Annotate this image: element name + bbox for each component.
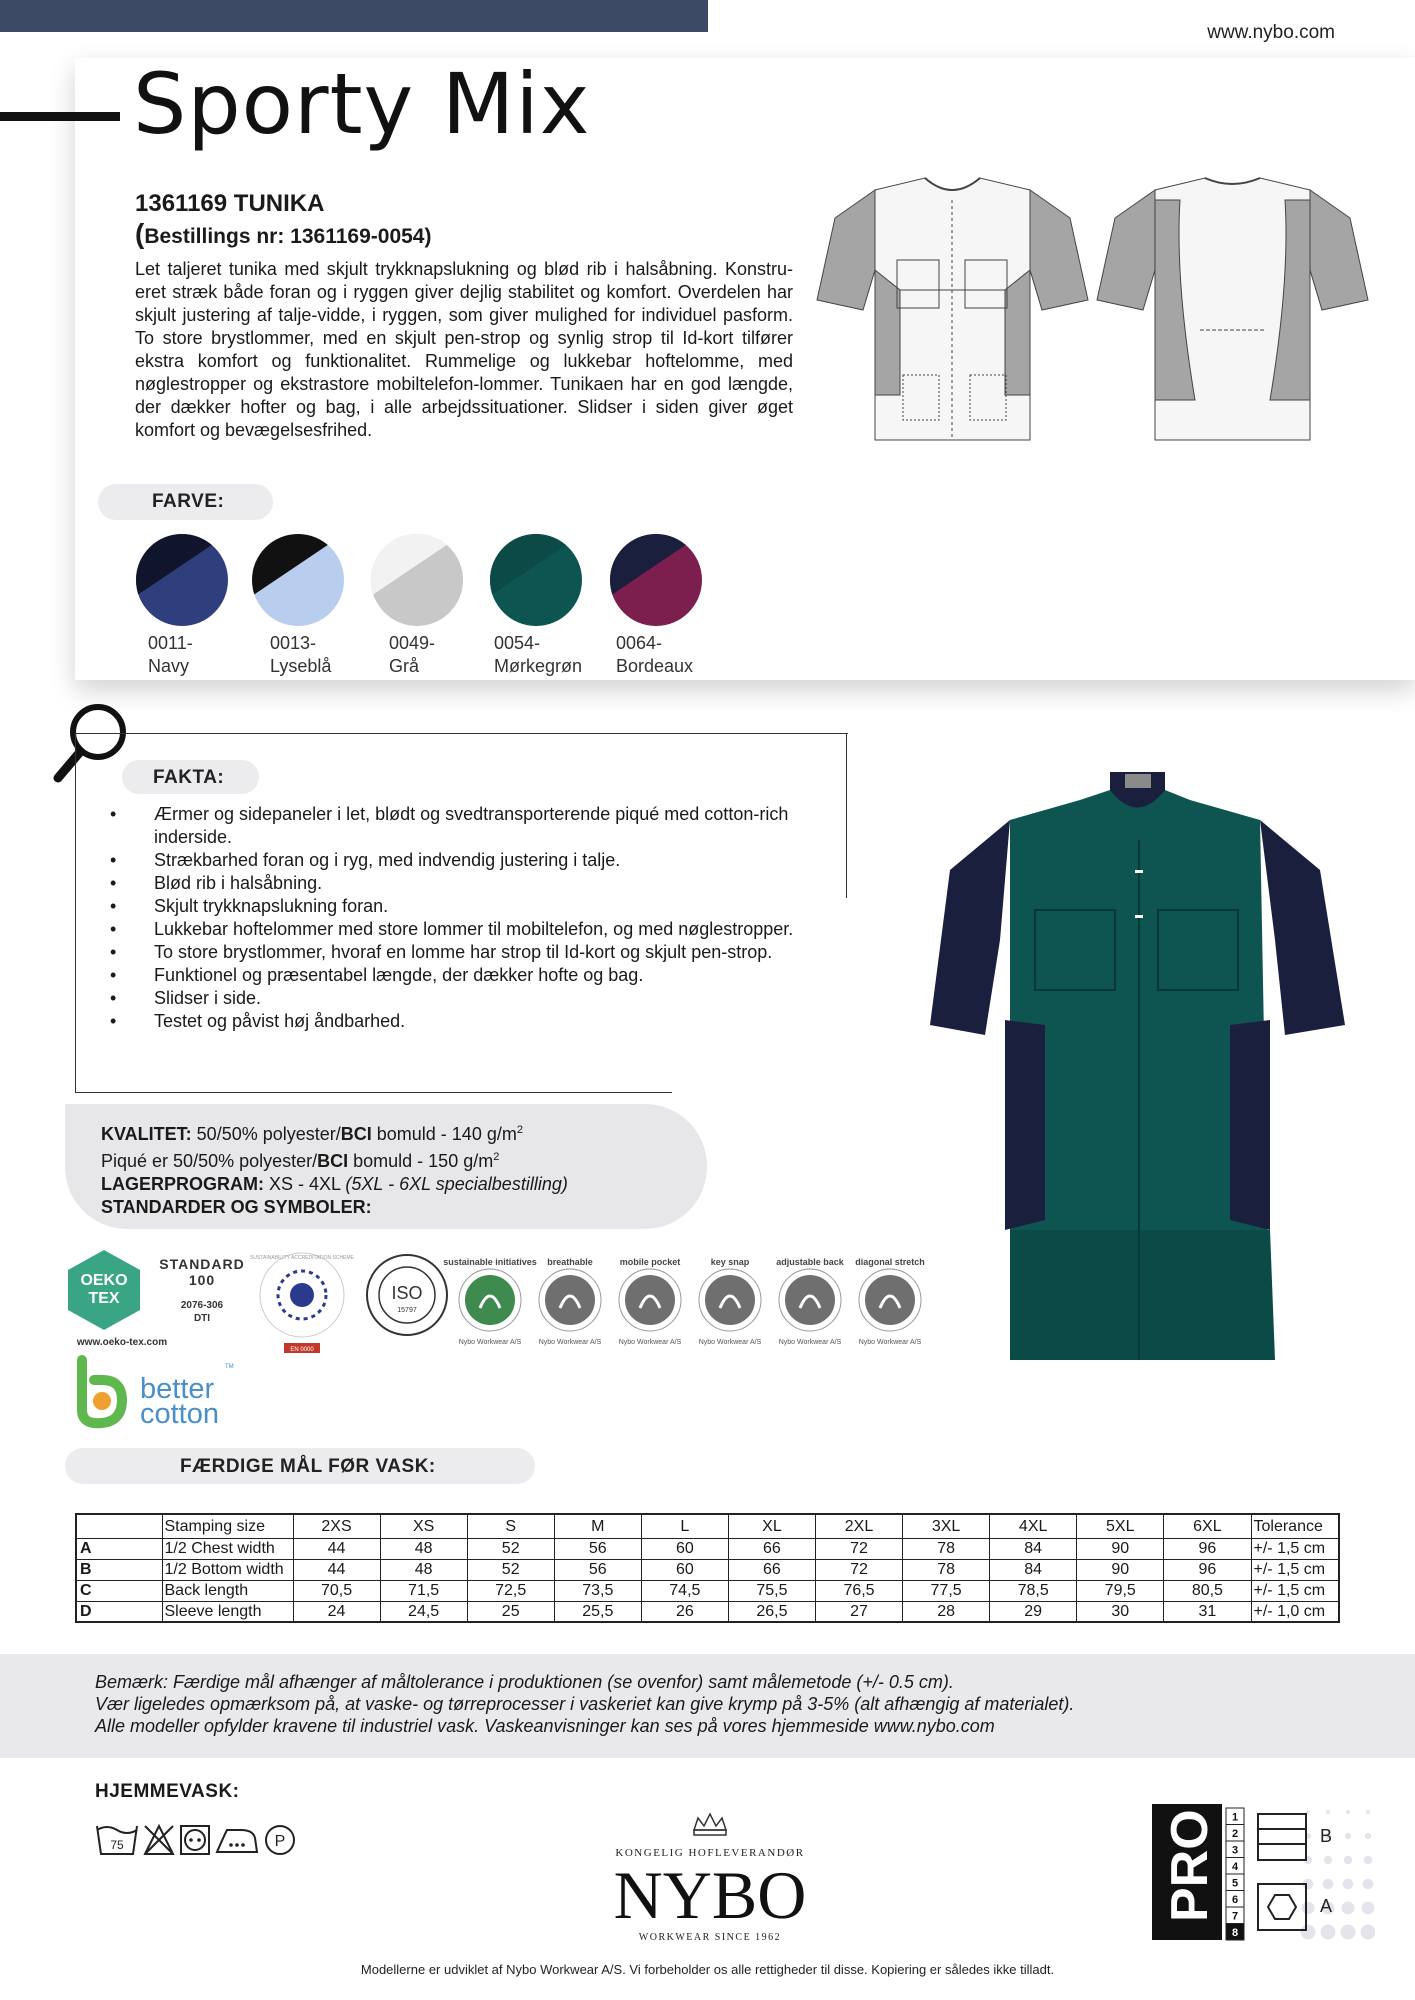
pique-line: Piqué er 50/50% polyester/BCI bomuld - 150 $g/m^2$ <box>101 1151 500 1171</box>
title-rule <box>0 112 120 121</box>
note-line: Alle modeller opfylder kravene til industriel vask. Vaskeanvisninger kan ses på vores hjemmeside www.nybo.com <box>95 1716 995 1736</box>
table-cell: 84 <box>990 1538 1077 1559</box>
column-header: XL <box>728 1514 815 1538</box>
product-description: Let taljeret tunika med skjult trykknapslukning og blød rib i halsåbning. Konstru-eret stræk både foran og i ryggen giver dejlig stabilitet og komfort. Overdelen har skjult justering af talje-vidde, i ryggen, som giver mulighed for individuel pasform. To store brystlommer, med en skjult pen-strop og synlig strop til Id-kort tilfører ekstra komfort og funktionalitet. Rummelige og lukkebar hoftelomme, med nøglestropper og ekstrastore mobiltelefon-lommer. Tunikaen har en god længde, der dækker hofter og bag, i alle arbejdssituationer. Slidser i siden giver øget komfort og bevægelsesfrihed. <box>135 259 793 440</box>
color-code: 0013- <box>270 633 317 653</box>
decorative-dots <box>1301 1810 1376 1940</box>
table-cell: 80,5 <box>1164 1580 1251 1601</box>
color-code: 0049- <box>389 633 436 653</box>
tumble-dry-icon <box>181 1826 209 1854</box>
color-swatch[interactable] <box>610 534 702 626</box>
table-cell: 25 <box>467 1601 554 1622</box>
svg-text:B: B <box>1320 1826 1333 1846</box>
pro-grade-badge <box>1150 1802 1375 1947</box>
iso-seal <box>367 1255 447 1335</box>
svg-text:ISO: ISO <box>391 1283 423 1303</box>
grade-number: 7 <box>1231 1910 1239 1923</box>
svg-text:2076-306: 2076-306 <box>180 1300 224 1311</box>
svg-text:TM: TM <box>225 1364 234 1370</box>
order-number: (Bestillings nr: 1361169-0054) <box>135 218 432 249</box>
svg-text:NYBO: NYBO <box>613 1857 807 1933</box>
grade-number: 1 <box>1231 1811 1239 1824</box>
note-panel <box>0 1654 1415 1758</box>
column-header: 3XL <box>903 1514 990 1538</box>
svg-text:15797: 15797 <box>397 1307 417 1314</box>
row-code: D <box>76 1601 162 1622</box>
garment-feature-icons <box>443 1257 925 1346</box>
table-cell: 77,5 <box>903 1580 990 1601</box>
table-row <box>76 1538 1339 1559</box>
care-symbols <box>95 1820 315 1860</box>
row-label: Sleeve length <box>162 1601 293 1622</box>
table-cell: 24 <box>293 1601 380 1622</box>
nybo-logo <box>580 1808 840 1953</box>
product-code: 1361169 TUNIKA <box>135 190 325 217</box>
note-line: Bemærk: Færdige mål afhænger af måltolerance i produktionen (se ovenfor) samt målemetode (+/- 0.5 cm). <box>95 1672 954 1692</box>
grade-number: 6 <box>1231 1894 1239 1906</box>
row-code: A <box>76 1538 162 1559</box>
table-cell: 78 <box>903 1538 990 1559</box>
color-swatch-label <box>148 632 193 678</box>
svg-text:mobile pocket: mobile pocket <box>619 1257 681 1267</box>
iron-icon <box>217 1830 257 1852</box>
row-tolerance: +/- 1,5 cm <box>1251 1580 1339 1601</box>
fact-item: • Ærmer og sidepaneler i let, blødt og svedtransporterende piqué med cotton-rich inderside. <box>110 803 850 849</box>
certification-row <box>62 1245 942 1435</box>
grade-number: 5 <box>1231 1877 1239 1890</box>
table-cell: 56 <box>554 1559 641 1580</box>
table-cell: 70,5 <box>293 1580 380 1601</box>
website-url[interactable]: www.nybo.com <box>1207 22 1335 43</box>
fact-item: • Funktionel og præsentabel længde, der dækker hofte og bag. <box>110 964 850 987</box>
standards-heading: STANDARDER OG SYMBOLER: <box>101 1197 372 1217</box>
fact-item: • Blød rib i halsåbning. <box>110 872 850 895</box>
diagonal-stretch-icon <box>855 1257 925 1346</box>
crown-icon <box>694 1814 726 1835</box>
column-header: S <box>467 1514 554 1538</box>
quality-line: KVALITET: 50/50% polyester/BCI bomuld - 140 $g/m^2$ <box>101 1124 523 1144</box>
table-cell: 72,5 <box>467 1580 554 1601</box>
column-header: 6XL <box>1164 1514 1251 1538</box>
product-title: Sporty Mix <box>133 55 591 153</box>
svg-text:100: 100 <box>188 1272 216 1288</box>
column-header: 2XL <box>815 1514 902 1538</box>
row-tolerance: +/- 1,5 cm <box>1251 1559 1339 1580</box>
table-cell: 27 <box>815 1601 902 1622</box>
color-swatch-label <box>616 632 693 678</box>
row-tolerance: +/- 1,0 cm <box>1251 1601 1339 1622</box>
fact-item: • Lukkebar hoftelommer med store lommer til mobiltelefon, og med nøglestropper. <box>110 918 850 941</box>
better-cotton-logo <box>82 1360 234 1430</box>
table-cell: 44 <box>293 1538 380 1559</box>
table-cell: 79,5 <box>1077 1580 1164 1601</box>
home-wash-label: HJEMMEVASK: <box>95 1781 240 1802</box>
breathable-icon <box>539 1257 602 1346</box>
color-name: Navy <box>148 656 190 676</box>
svg-text:Nybo Workwear A/S: Nybo Workwear A/S <box>698 1339 762 1346</box>
back-drawing <box>1097 178 1368 440</box>
facts-list <box>110 803 850 1033</box>
sustainable-icon <box>443 1257 537 1346</box>
table-cell: 25,5 <box>554 1601 641 1622</box>
table-cell: 72 <box>815 1559 902 1580</box>
table-cell: 78 <box>903 1559 990 1580</box>
column-header: XS <box>380 1514 467 1538</box>
svg-text:Nybo Workwear A/S: Nybo Workwear A/S <box>618 1339 682 1346</box>
grade-number: 4 <box>1231 1861 1239 1873</box>
table-cell: 52 <box>467 1538 554 1559</box>
table-cell: 84 <box>990 1559 1077 1580</box>
accreditation-seal <box>250 1253 354 1353</box>
svg-text:diagonal stretch: diagonal stretch <box>855 1257 925 1267</box>
table-cell: 29 <box>990 1601 1077 1622</box>
fact-item: • Strækbarhed foran og i ryg, med indvendig justering i talje. <box>110 849 850 872</box>
svg-text:OEKO: OEKO <box>80 1272 128 1289</box>
table-cell: 90 <box>1077 1559 1164 1580</box>
adjustable-back-icon <box>776 1257 845 1346</box>
svg-text:A: A <box>1320 1896 1333 1916</box>
note-line: Vær ligeledes opmærksom på, at vaske- og tørreprocesser i vaskeriet kan give krymp på 3-5% (alt afhængig af materialet). <box>95 1694 1075 1714</box>
facts-box-bottom-edge <box>75 1092 672 1093</box>
svg-text:cotton: cotton <box>140 1398 219 1430</box>
column-header: 2XS <box>293 1514 380 1538</box>
svg-text:75: 75 <box>110 1838 124 1852</box>
table-cell: 75,5 <box>728 1580 815 1601</box>
svg-text:www.oeko-tex.com: www.oeko-tex.com <box>76 1337 168 1348</box>
table-header-row <box>76 1514 1339 1538</box>
row-label: 1/2 Chest width <box>162 1538 293 1559</box>
color-swatch[interactable] <box>252 534 344 626</box>
fact-item: • Testet og påvist høj åndbarhed. <box>110 1010 850 1033</box>
color-code: 0064- <box>616 633 663 653</box>
grade-number: 8 <box>1231 1927 1239 1939</box>
no-bleach-icon <box>145 1826 173 1854</box>
table-cell: 90 <box>1077 1538 1164 1559</box>
mobile-pocket-icon <box>619 1257 682 1346</box>
row-tolerance: +/- 1,5 cm <box>1251 1538 1339 1559</box>
color-swatch-label <box>270 632 331 678</box>
svg-text:Nybo Workwear A/S: Nybo Workwear A/S <box>458 1339 522 1346</box>
svg-text:PRO: PRO <box>1161 1809 1219 1922</box>
svg-text:TEX: TEX <box>88 1290 120 1307</box>
color-name: Grå <box>389 656 420 676</box>
grade-scale <box>1226 1808 1244 1940</box>
table-cell: 78,5 <box>990 1580 1077 1601</box>
column-header: Stamping size <box>162 1514 293 1538</box>
svg-text:KONGELIG HOFLEVERANDØR: KONGELIG HOFLEVERANDØR <box>615 1847 805 1859</box>
color-swatch-label <box>389 632 435 678</box>
table-cell: 24,5 <box>380 1601 467 1622</box>
svg-text:adjustable back: adjustable back <box>776 1257 844 1267</box>
color-name: Lyseblå <box>270 656 332 676</box>
table-cell: 48 <box>380 1538 467 1559</box>
color-name: Bordeaux <box>616 656 694 676</box>
svg-text:WORKWEAR SINCE 1962: WORKWEAR SINCE 1962 <box>638 1932 782 1943</box>
column-header: L <box>641 1514 728 1538</box>
top-banner <box>0 0 708 32</box>
table-cell: 66 <box>728 1538 815 1559</box>
svg-text:P: P <box>274 1833 286 1850</box>
column-header: 4XL <box>990 1514 1077 1538</box>
size-table <box>75 1513 1340 1623</box>
product-photo <box>930 760 1350 1360</box>
column-header: Tolerance <box>1251 1514 1339 1538</box>
row-code: C <box>76 1580 162 1601</box>
table-cell: 96 <box>1164 1538 1251 1559</box>
grade-number: 2 <box>1231 1828 1239 1840</box>
row-label: Back length <box>162 1580 293 1601</box>
table-cell: 60 <box>641 1538 728 1559</box>
stock-line: LAGERPROGRAM: XS - 4XL (5XL - 6XL specialbestilling) <box>101 1174 568 1194</box>
svg-text:Nybo Workwear A/S: Nybo Workwear A/S <box>858 1339 922 1346</box>
color-code: 0054- <box>494 633 541 653</box>
table-cell: 60 <box>641 1559 728 1580</box>
svg-text:breathable: breathable <box>547 1257 593 1267</box>
svg-text:STANDARD: STANDARD <box>159 1256 245 1272</box>
key-snap-icon <box>699 1257 762 1346</box>
column-header: M <box>554 1514 641 1538</box>
color-swatch[interactable] <box>490 534 582 626</box>
table-cell: 71,5 <box>380 1580 467 1601</box>
table-cell: 28 <box>903 1601 990 1622</box>
table-cell: 72 <box>815 1538 902 1559</box>
color-swatch[interactable] <box>371 534 463 626</box>
table-row <box>76 1580 1339 1601</box>
table-cell: 30 <box>1077 1601 1164 1622</box>
svg-text:Nybo Workwear A/S: Nybo Workwear A/S <box>778 1339 842 1346</box>
svg-text:key snap: key snap <box>710 1257 750 1267</box>
table-cell: 52 <box>467 1559 554 1580</box>
color-swatch-label <box>494 632 582 678</box>
svg-text:better: better <box>140 1373 215 1405</box>
svg-text:sustainable initiatives: sustainable initiatives <box>443 1257 537 1267</box>
table-cell: 66 <box>728 1559 815 1580</box>
fact-item: • Skjult trykknapslukning foran. <box>110 895 850 918</box>
table-cell: 73,5 <box>554 1580 641 1601</box>
table-cell: 56 <box>554 1538 641 1559</box>
table-cell: 96 <box>1164 1559 1251 1580</box>
quality-panel <box>65 1104 707 1229</box>
fact-item: • Slidser i side. <box>110 987 850 1010</box>
table-row <box>76 1601 1339 1622</box>
column-header: 5XL <box>1077 1514 1164 1538</box>
fact-item: • To store brystlommer, hvoraf en lomme har strop til Id-kort og skjult pen-strop. <box>110 941 850 964</box>
svg-text:DTI: DTI <box>193 1313 211 1324</box>
svg-text:SUSTAINABILITY ACCREDITATION S: SUSTAINABILITY ACCREDITATION SCHEME <box>250 1255 354 1261</box>
table-cell: 44 <box>293 1559 380 1580</box>
technical-drawing <box>815 160 1370 450</box>
grade-number: 3 <box>1231 1844 1239 1857</box>
color-swatch[interactable] <box>136 534 228 626</box>
facts-label: FAKTA: <box>122 760 259 794</box>
front-drawing <box>817 178 1088 440</box>
color-name: Mørkegrøn <box>494 656 583 676</box>
table-cell: 26 <box>641 1601 728 1622</box>
table-corner-cell <box>76 1514 162 1538</box>
table-cell: 76,5 <box>815 1580 902 1601</box>
svg-text:Nybo Workwear A/S: Nybo Workwear A/S <box>538 1339 602 1346</box>
row-code: B <box>76 1559 162 1580</box>
color-code: 0011- <box>148 633 193 653</box>
color-section-label: FARVE: <box>98 484 273 520</box>
measures-label: FÆRDIGE MÅL FØR VASK: <box>65 1448 535 1484</box>
table-row <box>76 1559 1339 1580</box>
wash-75-icon <box>97 1826 137 1854</box>
oeko-tex-logo <box>68 1250 245 1348</box>
professional-clean-icon <box>266 1826 294 1854</box>
table-cell: 74,5 <box>641 1580 728 1601</box>
svg-text:EN 0000: EN 0000 <box>290 1347 314 1353</box>
table-cell: 31 <box>1164 1601 1251 1622</box>
copyright-footer: Modellerne er udviklet af Nybo Workwear A/S. Vi forbeholder os alle rettigheder til disse. Kopiering er således ikke tilladt. <box>360 1962 1055 1977</box>
table-cell: 48 <box>380 1559 467 1580</box>
row-label: 1/2 Bottom width <box>162 1559 293 1580</box>
table-cell: 26,5 <box>728 1601 815 1622</box>
